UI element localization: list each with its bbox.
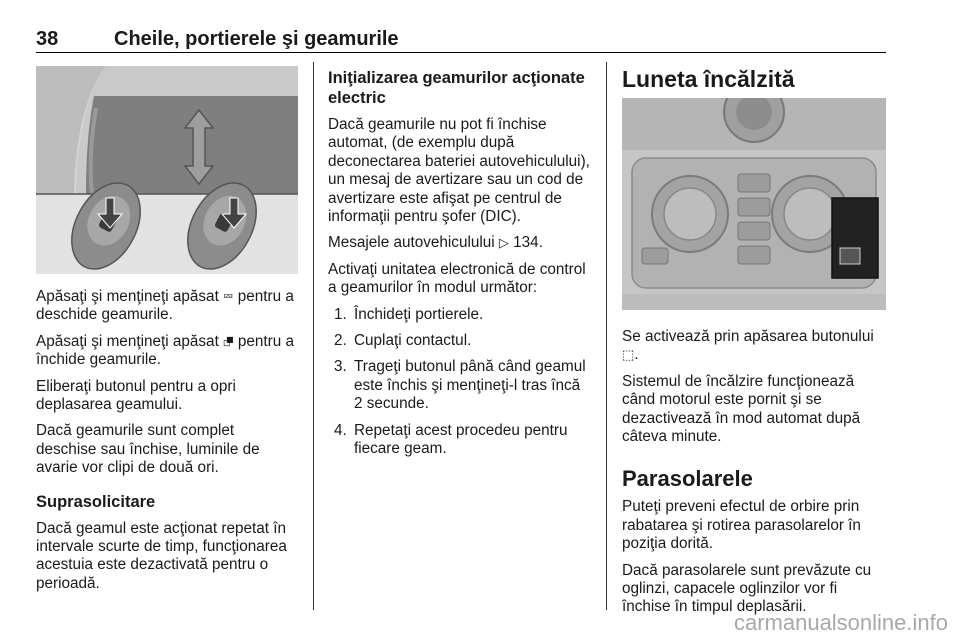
paragraph-open-windows (36, 288, 298, 325)
text-run: Se activează prin apăsarea butonului (622, 328, 874, 345)
list-number: 3. (334, 358, 347, 376)
page-title: Cheile, portierele şi geamurile (114, 28, 399, 50)
climate-panel-illustration-svg (622, 98, 886, 310)
list-number: 1. (334, 305, 347, 323)
list-item (328, 358, 590, 413)
paragraph-activation (622, 328, 886, 365)
list-item (328, 422, 590, 459)
list-item (328, 306, 590, 324)
page-header (36, 26, 886, 53)
window-key-illustration (36, 66, 298, 274)
paragraph-visor-glare: Puteţi preveni efectul de orbire prin rabatarea şi rotirea parasolarelor în poziţia dorită. (622, 498, 861, 553)
column-divider (606, 62, 607, 610)
column-divider (313, 62, 314, 610)
text-run: 134. (508, 234, 543, 252)
page-reference-icon: ▷ (498, 235, 509, 251)
list-text: Repetaţi acest procedeu pentru fiecare geam. (354, 421, 568, 458)
paragraph-release: Eliberaţi butonul pentru a opri deplasarea geamului. (36, 377, 236, 414)
list-text: Închideţi portierele. (354, 305, 484, 323)
steps-list (328, 306, 590, 459)
list-text: Trageţi butonul până când geamul este închis şi menţineţi-l tras încă 2 secunde. (354, 358, 586, 413)
text-run: Apăsaţi şi menţineţi apăsat (36, 288, 224, 305)
list-number: 4. (334, 421, 347, 439)
paragraph-initialization: Dacă geamurile nu pot fi închise automat, (de exemplu după deconectarea bateriei autovehiculului), un mesaj de avertizare sau un cod de avertizare este afişat pe centrul de informaţii pentru şofer (DIC). (328, 116, 590, 226)
paragraph-activate: Activaţi unitatea electronică de control a geamurilor în modul următor: (328, 260, 586, 297)
text-run: Apăsaţi şi menţineţi apăsat (36, 332, 224, 350)
text-run: pentru a închide geamurile. (36, 332, 294, 369)
paragraph-hazard-lights: Dacă geamurile sunt complet deschise sau închise, luminile de avarie vor clipi de două ori. (36, 422, 260, 477)
section-heading-overload: Suprasolicitare (36, 492, 156, 511)
column-3 (622, 66, 886, 625)
paragraph-close-windows (36, 333, 298, 370)
window-key-illustration-svg (36, 66, 298, 274)
text-run: . (634, 346, 639, 364)
text-run: pentru a deschide geamurile. (36, 288, 294, 324)
list-number: 2. (334, 332, 347, 350)
page-number: 38 (36, 28, 59, 50)
list-text: Cuplaţi contactul. (354, 332, 472, 350)
rear-window-heating-icon: ⬚ (622, 347, 635, 363)
section-heading-rear-window: Luneta încălzită (622, 66, 795, 92)
paragraph-overload: Dacă geamul este acţionat repetat în intervale scurte de timp, funcţionarea acestuia este dezactivată pentru o perioadă. (36, 519, 287, 592)
column-2 (328, 68, 590, 467)
section-heading-initialization: Iniţializarea geamurilor acţionate electric (328, 69, 585, 107)
column-1 (36, 66, 298, 601)
section-heading-sun-visors: Parasolarele (622, 466, 753, 492)
paragraph-visor-mirrors: Dacă parasolarele sunt prevăzute cu oglinzi, capacele oglinzilor vor fi închise în timpul deplasării. (622, 561, 872, 616)
window-down-icon: ⮻ (223, 333, 234, 349)
window-up-icon: ⮹ (223, 289, 234, 304)
watermark: carmanualsonline.info (733, 610, 948, 635)
paragraph-heating-system: Sistemul de încălzire funcţionează când motorul este pornit şi se dezactivează în mod automat după câteva minute. (622, 372, 861, 446)
climate-panel-illustration (622, 98, 886, 310)
list-item (328, 332, 590, 350)
paragraph-vehicle-messages (328, 234, 590, 252)
text-run: Mesajele autovehiculului (328, 234, 499, 252)
